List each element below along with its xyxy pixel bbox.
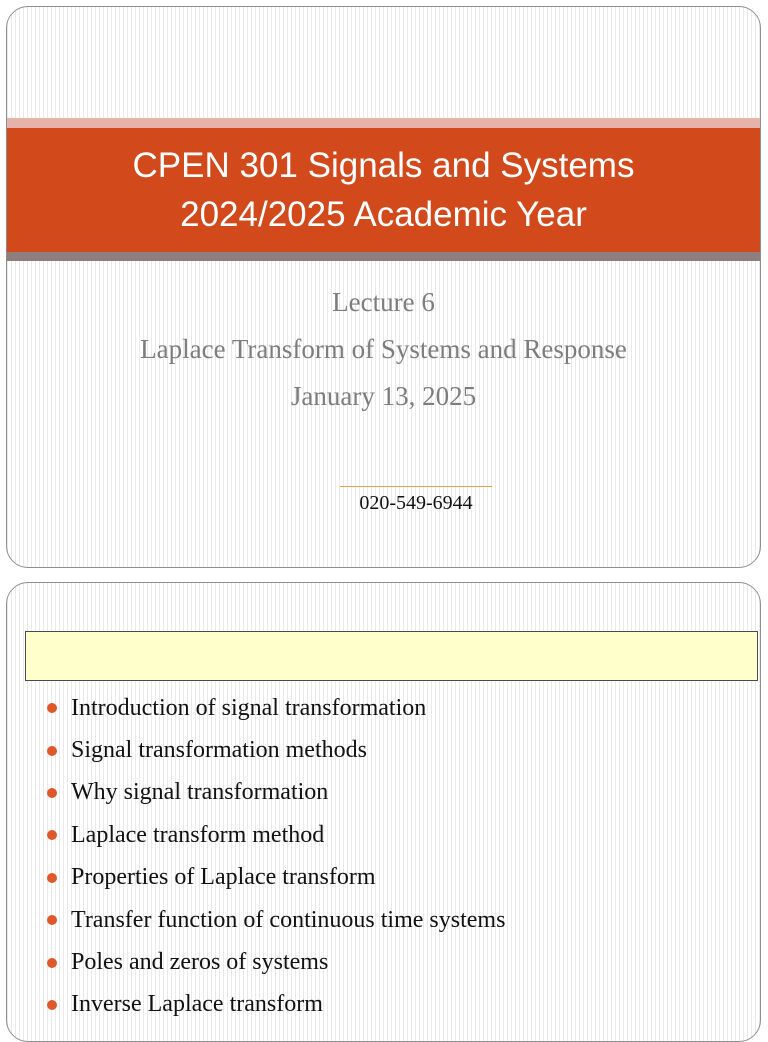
lecture-topic: Laplace Transform of Systems and Response: [140, 334, 627, 364]
bullet-dot-icon: [47, 746, 57, 756]
list-item-label: Introduction of signal transformation: [71, 694, 427, 721]
phone-divider: [340, 486, 492, 487]
bullet-dot-icon: [47, 703, 57, 713]
lecture-number: Lecture 6: [332, 287, 435, 317]
list-item-label: Transfer function of continuous time systems: [71, 906, 506, 933]
list-item-label: Laplace transform method: [71, 821, 325, 848]
list-item: [47, 941, 505, 983]
bullet-dot-icon: [47, 915, 57, 925]
list-item-label: Signal transformation methods: [71, 737, 367, 764]
phone-number: 020-549-6944: [359, 492, 473, 514]
list-item-label: Properties of Laplace transform: [71, 864, 376, 891]
list-item: [47, 772, 505, 814]
bullet-dot-icon: [47, 958, 57, 968]
outline-list: [47, 687, 505, 1026]
lecture-date: January 13, 2025: [290, 381, 477, 411]
list-item: [47, 984, 505, 1026]
title-band: [7, 128, 760, 252]
list-item: [47, 899, 505, 941]
list-item-label: Inverse Laplace transform: [71, 991, 323, 1018]
title-band-top-stripe: [7, 118, 760, 128]
list-item: [47, 729, 505, 771]
list-item: [47, 814, 505, 856]
list-item: [47, 687, 505, 729]
bullet-dot-icon: [47, 830, 57, 840]
subtitle-block: [7, 279, 760, 420]
bullet-dot-icon: [47, 788, 57, 798]
bullet-dot-icon: [47, 873, 57, 883]
title-band-bottom-stripe: [7, 252, 760, 261]
bullet-dot-icon: [47, 1000, 57, 1010]
title-slide: [6, 6, 761, 568]
outline-slide: [6, 582, 761, 1042]
title-line-1: CPEN 301 Signals and Systems: [132, 146, 635, 185]
list-item: [47, 857, 505, 899]
list-item-label: Poles and zeros of systems: [71, 949, 329, 976]
list-item-label: Why signal transformation: [71, 779, 329, 806]
title-line-2: 2024/2025 Academic Year: [180, 195, 587, 234]
heading-box: [25, 631, 758, 681]
